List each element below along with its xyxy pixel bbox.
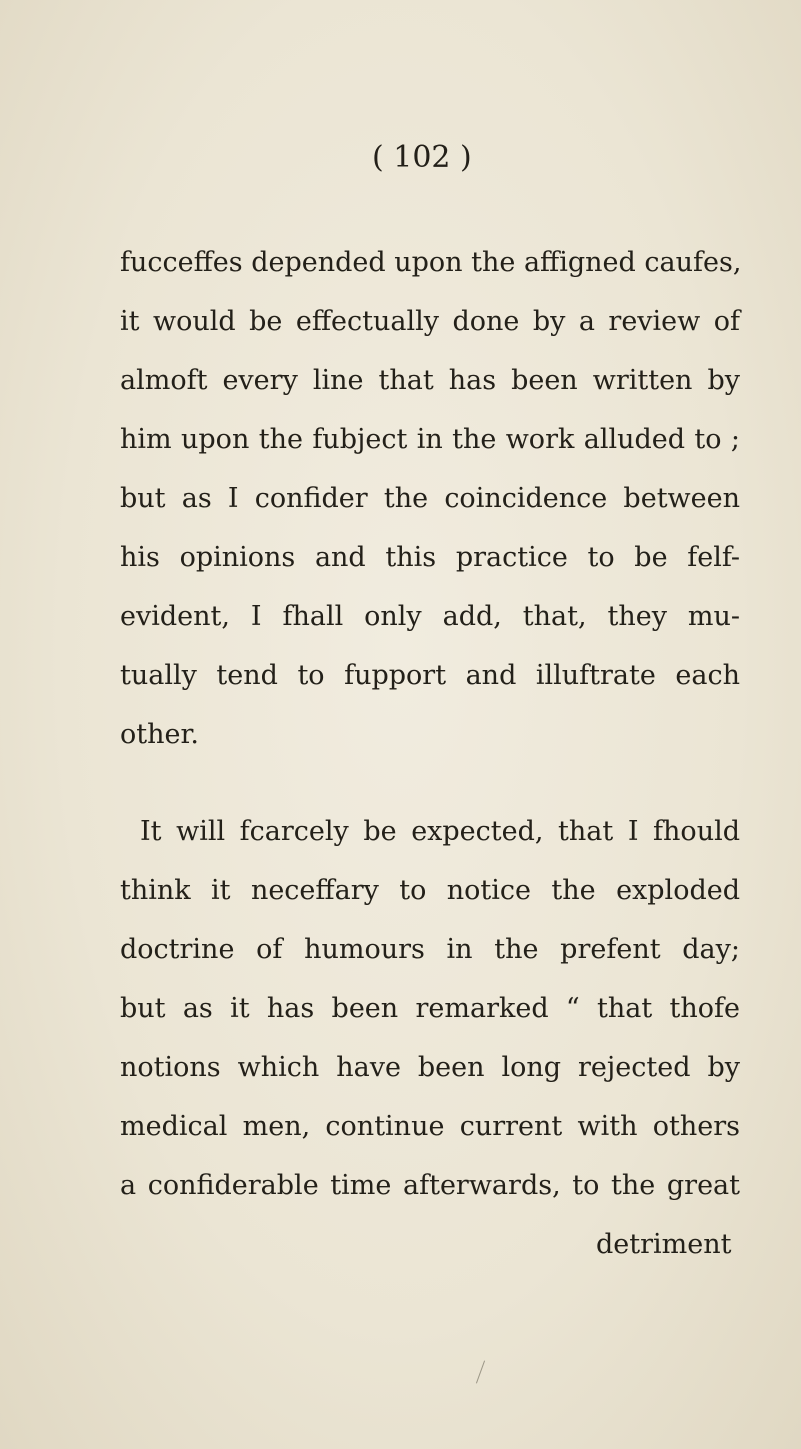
text-line: think it neceffary to notice the exploded — [120, 875, 740, 906]
text-line: tually tend to fupport and illuftrate each — [120, 660, 740, 691]
catchword: detriment — [596, 1229, 732, 1260]
text-line: medical men, continue current with others — [120, 1111, 740, 1142]
text-line: It will fcarcely be expected, that I fhould — [140, 816, 740, 847]
text-line: but as it has been remarked “ that thofe — [120, 993, 740, 1024]
text-line: him upon the fubject in the work alluded to ; — [120, 424, 740, 455]
text-line: doctrine of humours in the prefent day; — [120, 934, 740, 965]
text-line: notions which have been long rejected by — [120, 1052, 740, 1083]
text-line: but as I confider the coincidence between — [120, 483, 740, 514]
text-line: a confiderable time afterwards, to the great — [120, 1170, 740, 1201]
text-line: evident, I fhall only add, that, they mu- — [120, 601, 740, 632]
text-line: almoft every line that has been written by — [120, 365, 740, 396]
text-line: it would be effectually done by a review of — [120, 306, 740, 337]
text-line: his opinions and this practice to be felf- — [120, 542, 740, 573]
ink-mark — [476, 1361, 485, 1384]
text-line: other. — [120, 719, 199, 750]
text-line: fucceffes depended upon the affigned caufes, — [120, 247, 742, 278]
page-number: ( 102 ) — [372, 140, 472, 175]
